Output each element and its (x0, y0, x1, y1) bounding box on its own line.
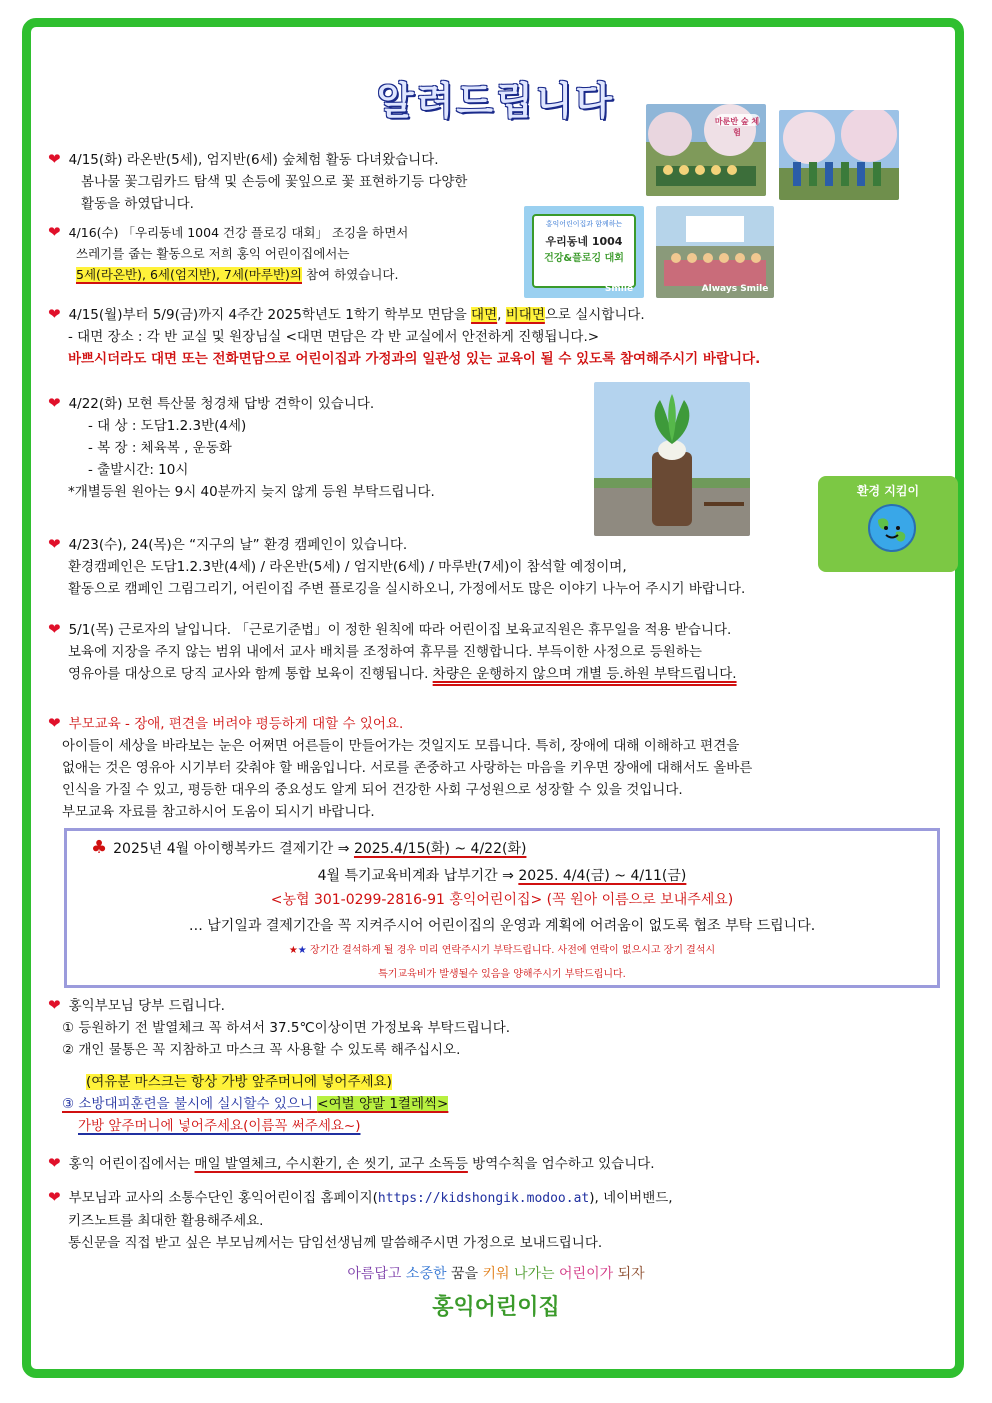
plogging-banner-photo (524, 206, 644, 298)
notice-text: 인식을 가질 수 있고, 평등한 대우의 중요성도 알게 되어 건강한 사회 구성원으로 성장할 수 있을 것입니다. (62, 782, 683, 798)
heart-icon: ❤ (48, 535, 61, 553)
notice-text: ① 등원하기 전 발열체크 꼭 하셔서 37.5℃이상이면 가정보육 부탁드립니다. (62, 1020, 511, 1036)
homepage-link[interactable]: https://kidshongik.modoo.at (377, 1191, 590, 1206)
socks-highlight: <여벌 양말 1켤레씩> (317, 1096, 449, 1112)
notice-text: 으로 실시합니다. (544, 307, 645, 323)
notice-text: 부모교육 자료를 참고하시어 도움이 되시기 바랍니다. (62, 804, 375, 820)
notice-text: 쓰레기를 줍는 활동으로 저희 홍익 어린이집에서는 (76, 246, 350, 261)
banner-text: 우리동네 1004 (545, 235, 623, 248)
mask-note: (여유분 마스크는 항상 가방 앞주머니에 넣어주세요) (86, 1074, 392, 1090)
school-motto (0, 1263, 992, 1283)
fire-drill-note: ③ 소방대피훈련을 불시에 실시할수 있으니 (62, 1096, 318, 1112)
notice-forest-experience (48, 148, 608, 215)
notice-text: , (497, 307, 506, 323)
notice-text: - 출발시간: 10시 (88, 462, 189, 478)
motto-word: 소중한 (405, 1266, 447, 1282)
notice-text: 봄나물 꽃그림카드 탐색 및 손등에 꽃잎으로 꽃 표현하기등 다양한 (81, 174, 468, 190)
motto-word: 키워 (482, 1266, 510, 1282)
heart-icon: ❤ (48, 1188, 61, 1206)
photo-caption: Smile (604, 284, 634, 294)
banner-text: 홍익어린이집과 함께하는 (545, 220, 623, 228)
school-name: 홍익어린이집 (432, 1295, 560, 1320)
photo-caption: Always Smile (701, 284, 769, 294)
notice-text: - 대 상 : 도담1.2.3반(4세) (88, 418, 247, 434)
heart-icon: ❤ (48, 150, 61, 168)
notice-text: - 복 장 : 체육복 , 운동화 (88, 440, 232, 456)
notice-text: 통신문을 직접 받고 싶은 부모님께서는 담임선생님께 말씀해주시면 가정으로 보내드립니다. (68, 1235, 603, 1251)
forest-photo-1 (646, 104, 766, 196)
highlight-text: 비대면 (505, 307, 545, 323)
notice-text: 환경캠페인은 도담1.2.3반(4세) / 라온반(5세) / 엄지반(6세) / 마루반(7세)이 참석할 예정이며, (68, 559, 627, 575)
notice-text: 활동을 하였답니다. (81, 196, 194, 212)
motto-word: 어린이가 (559, 1266, 614, 1282)
photo-caption: 마룬반 숲 체험 (714, 117, 760, 137)
notice-text: *개별등원 원아는 9시 40분까지 늦지 않게 등원 부탁드립니다. (68, 484, 435, 500)
heart-icon: ❤ (48, 620, 61, 638)
notice-text: 키즈노트를 최대한 활용해주세요. (68, 1213, 264, 1229)
notice-text-underlined: 매일 발열체크, 수시환기, 손 씻기, 교구 소독등 (194, 1156, 468, 1172)
notice-text: 참여 하였습니다. (302, 267, 399, 282)
highlight-classes: 5세(라온반), 6세(엄지반), 7세(마루반)의 (76, 267, 302, 282)
star-icon: ★ (297, 945, 307, 956)
payment-info-box (64, 828, 940, 988)
heart-icon: ❤ (48, 223, 61, 241)
notice-field-trip (48, 392, 588, 503)
notice-text: 4/15(화) 라온반(5세), 엄지반(6세) 숲체험 활동 다녀왔습니다. (68, 152, 439, 168)
motto-word: 나가는 (513, 1266, 555, 1282)
forest-photo-2 (779, 110, 899, 200)
notice-parent-education (48, 712, 958, 823)
parent-education-heading: 부모교육 - 장애, 편견을 버려야 평등하게 대할 수 있어요. (68, 716, 404, 732)
notice-text: 보육에 지장을 주지 않는 범위 내에서 교사 배치를 조정하여 휴무를 진행합니다. 부득이한 사정으로 등원하는 (68, 644, 702, 660)
bank-account-text: <농협 301-0299-2816-91 홍익어린이집> (꼭 원아 이름으로 보내주세요) (270, 892, 734, 908)
star-icon: ★ (288, 945, 298, 956)
fire-drill-note: 가방 앞주머니에 넣어주세요(이름꼭 써주세요~) (78, 1118, 361, 1134)
notice-plogging (48, 222, 528, 285)
notice-text-underlined: 차량은 운행하지 않으며 개별 등.하원 부탁드립니다. (432, 666, 737, 682)
notice-text: 홍익부모님 당부 드립니다. (68, 998, 225, 1014)
bok-choy-statue-photo (594, 382, 750, 536)
notice-text: ), 네이버밴드, (589, 1190, 673, 1206)
notice-text: 방역수칙을 엄수하고 있습니다. (467, 1156, 655, 1172)
absence-note: 장기간 결석하게 될 경우 미리 연락주시기 부탁드립니다. 사전에 연락이 없으시고 장기 결석시 (309, 945, 716, 956)
notice-labor-day (48, 618, 958, 685)
heart-icon: ❤ (48, 1154, 61, 1172)
notice-text: 부모님과 교사의 소통수단인 홍익어린이집 홈페이지( (68, 1190, 378, 1206)
notice-earth-day (48, 533, 958, 600)
notice-quarantine (48, 1152, 948, 1175)
notice-text: 없애는 것은 영유아 시기부터 갖춰야 할 배움입니다. 서로를 존중하고 사랑하는 마음을 키우면 장애에 대해서도 올바른 (62, 760, 753, 776)
payment-text: … 납기일과 결제기간을 꼭 지켜주시어 어린이집의 운영과 계획에 어려움이 없도록 협조 부탁 드립니다. (188, 918, 816, 934)
plogging-group-photo (656, 206, 774, 298)
highlight-text: 대면 (471, 307, 498, 323)
page-title: 알려드립니다 (376, 79, 616, 123)
payment-period: 2025.4/15(화) ~ 4/22(화) (353, 841, 527, 857)
heart-icon: ❤ (48, 714, 61, 732)
payment-period: 2025. 4/4(금) ~ 4/11(금) (518, 868, 687, 884)
notice-text: 아이들이 세상을 바라보는 눈은 어쩌면 어른들이 만들어가는 것일지도 모릅니다. 특히, 장애에 대해 이해하고 편견을 (62, 738, 740, 754)
notice-text-emphasis: 바쁘시더라도 대면 또는 전화면담으로 어린이집과 가정과의 일관성 있는 교육이 될 수 있도록 참여해주시기 바랍니다. (68, 351, 761, 367)
eco-badge-label: 환경 지킴이 (856, 484, 920, 498)
motto-word: 꿈을 (450, 1266, 479, 1282)
notice-text: 4/16(수) 「우리동네 1004 건강 플로깅 대회」 조깅을 하면서 (68, 225, 409, 240)
notice-parent-meeting (48, 303, 958, 370)
notice-text: - 대면 장소 : 각 반 교실 및 원장님실 <대면 면담은 각 반 교실에서 안전하게 진행됩니다.> (68, 329, 600, 345)
motto-word: 되자 (617, 1266, 645, 1282)
notice-text: 활동으로 캠페인 그림그리기, 어린이집 주변 플로깅을 실시하오니, 가정에서도 많은 이야기 나누어 주시기 바랍니다. (68, 581, 746, 597)
motto-word: 아름답고 (347, 1266, 402, 1282)
payment-text: 4월 특기교육비계좌 납부기간 ⇒ (317, 868, 519, 884)
absence-note: 특기교육비가 발생될수 있음을 양해주시기 부탁드립니다. (378, 969, 626, 980)
banner-text: 건강&플로깅 대회 (544, 253, 624, 264)
heart-icon: ❤ (48, 996, 61, 1014)
heart-icon: ❤ (48, 305, 61, 323)
payment-text: 2025년 4월 아이행복카드 결제기간 ⇒ (113, 841, 354, 857)
notice-text: 4/23(수), 24(목)은 “지구의 날” 환경 캠페인이 있습니다. (68, 537, 408, 553)
notice-text: 4/15(월)부터 5/9(금)까지 4주간 2025학년도 1학기 학부모 면담을 (68, 307, 472, 323)
notice-text: 4/22(화) 모현 특산물 청경채 답방 견학이 있습니다. (68, 396, 375, 412)
notice-text: 5/1(목) 근로자의 날입니다. 「근로기준법」이 정한 원칙에 따라 어린이집 보육교직원은 휴무일을 적용 받습니다. (68, 622, 732, 638)
club-icon: ♣ (91, 837, 108, 858)
notice-text: 영유아를 대상으로 당직 교사와 함께 통합 보육이 진행됩니다. (68, 666, 433, 682)
notice-text: 홍익 어린이집에서는 (68, 1156, 195, 1172)
heart-icon: ❤ (48, 394, 61, 412)
notice-parent-requests (48, 994, 948, 1137)
notice-text: ② 개인 물통은 꼭 지참하고 마스크 꼭 사용할 수 있도록 해주십시오. (62, 1042, 461, 1058)
notice-communication (48, 1186, 948, 1254)
